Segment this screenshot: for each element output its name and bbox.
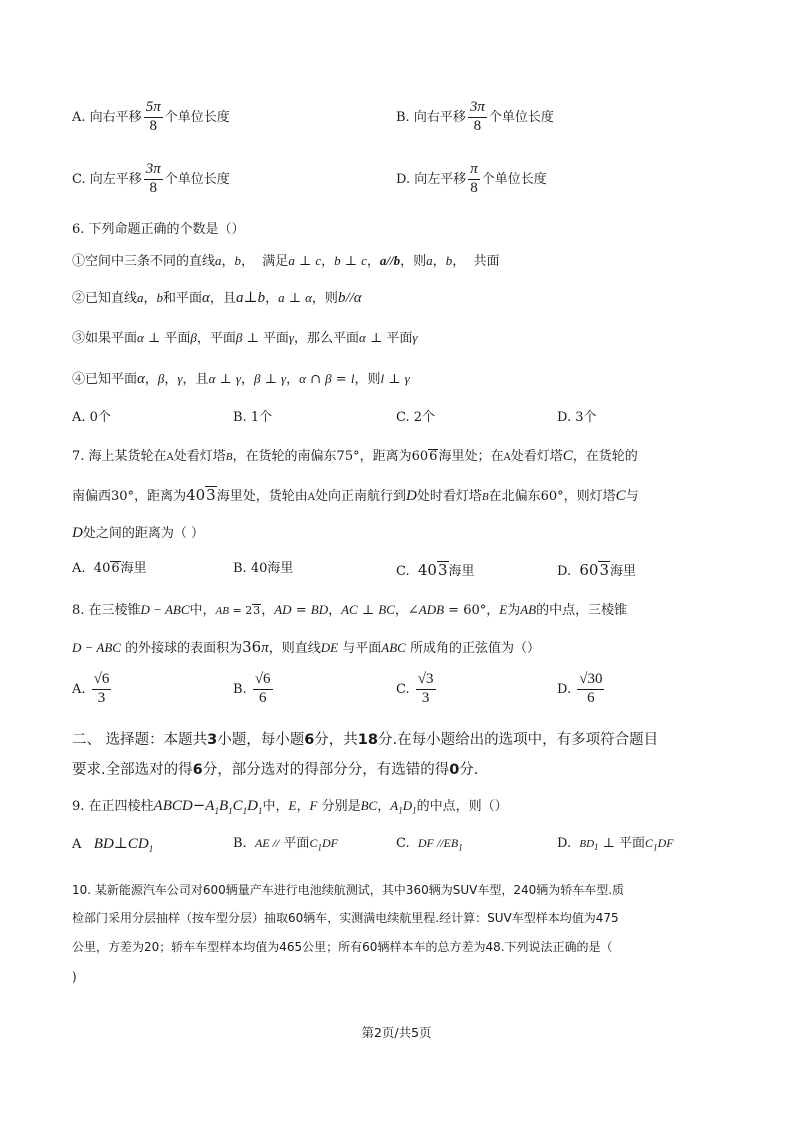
q9-option-c: C. DF $//EB_1$ xyxy=(396,836,463,853)
q6-option-a: A. 0个 xyxy=(72,410,111,425)
q10-line-4: ) xyxy=(72,970,77,984)
q10-line-3: 公里，方差为20；轿车车型样本均值为465公里；所有60辆样本车的总方差为48.下列说法正确的是（ xyxy=(72,940,613,954)
q5-option-b: B. 向右平移 $\frac{3\pi}{8}$ 个单位长度 xyxy=(396,99,554,134)
section-2-line-1: 二、 选择题：本题共3小题，每小题6分，共18分.在每小题给出的选项中，有多项符合题目 xyxy=(72,732,659,748)
q8-line-1: 8. 在三棱锥D − ABC中，AB = 23，AD = BD，AC ⊥ BC，∠ADB = 60°，E为AB的中点，三棱锥 xyxy=(72,602,628,618)
q6-statement-4: ④已知平面α，β，γ，且α ⊥ γ，β ⊥ γ，α ∩ β = l，则l ⊥ γ xyxy=(72,371,410,387)
q7-line-2: 南偏西30°，距离为403海里处，货轮由A处向正南航行到D处时看灯塔B在北偏东60°，则灯塔C与 xyxy=(72,486,639,504)
q9-option-a: A $BD\perp CD_1$ xyxy=(72,834,154,854)
q9-stem: 9. 在正四棱柱$ABCD-A_1B_1C_1D_1$中，E，F 分别是BC，$A_1D_1$的中点，则（） xyxy=(72,796,508,816)
q5-option-c: C. 向左平移 $\frac{3\pi}{8}$ 个单位长度 xyxy=(72,161,230,196)
q8-option-d: D. $\frac{√30}{6}$ xyxy=(557,671,603,706)
q7-option-c: C. 403海里 xyxy=(396,561,475,579)
q6-option-c: C. 2个 xyxy=(396,410,436,425)
q7-line-1: 7. 海上某货轮在A处看灯塔B，在货轮的南偏东75°，距离为606海里处；在A处看灯塔C，在货轮的 xyxy=(72,448,638,464)
q7-line-3: D处之间的距离为（ ） xyxy=(72,525,204,541)
q8-option-b: B. $\frac{√6}{6}$ xyxy=(233,671,271,706)
q8-option-c: C. $\frac{√3}{3}$ xyxy=(396,671,434,706)
q6-option-b: B. 1个 xyxy=(233,410,273,425)
q8-option-a: A. $\frac{√6}{3}$ xyxy=(72,671,110,706)
q7-option-d: D. 603海里 xyxy=(557,561,637,579)
section-2-line-2: 要求.全部选对的得6分，部分选对的得部分分，有选错的得0分. xyxy=(72,762,479,778)
q6-statement-1: ①空间中三条不同的直线a，b， 满足a ⊥ c，b ⊥ c，a//b，则a，b， 共面 xyxy=(72,253,500,269)
q8-line-2: D − ABC 的外接球的表面积为36π，则直线DE 与平面ABC 所成角的正弦值为（） xyxy=(72,638,540,656)
q6-option-d: D. 3个 xyxy=(557,410,597,425)
page-footer: 第2页/共5页 xyxy=(361,1025,432,1040)
q5-option-a: A. 向右平移 $\frac{5\pi}{8}$ 个单位长度 xyxy=(72,99,230,134)
q9-option-d: D. $BD_1$ ⊥ 平面$C_1DF$ xyxy=(557,836,674,853)
q6-stem: 6. 下列命题正确的个数是（） xyxy=(72,222,245,237)
q6-statement-3: ③如果平面α ⊥ 平面β，平面β ⊥ 平面γ，那么平面α ⊥ 平面γ xyxy=(72,330,418,346)
q7-option-a: A. 406海里 xyxy=(72,561,147,576)
q10-line-2: 检部门采用分层抽样（按车型分层）抽取60辆车，实测满电续航里程.经计算：SUV车型样本均值为475 xyxy=(72,911,619,925)
q10-line-1: 10. 某新能源汽车公司对600辆量产车进行电池续航测试，其中360辆为SUV车型，240辆为轿车车型.质 xyxy=(72,883,625,897)
q6-statement-2: ②已知直线a，b和平面α，且a⊥b，a ⊥ α，则b//α xyxy=(72,288,362,306)
q7-option-b: B. 40海里 xyxy=(233,561,294,576)
q5-option-d: D. 向左平移 $\frac{\pi}{8}$ 个单位长度 xyxy=(396,161,547,196)
q9-option-b: B. AE // 平面$C_1DF$ xyxy=(233,836,338,853)
